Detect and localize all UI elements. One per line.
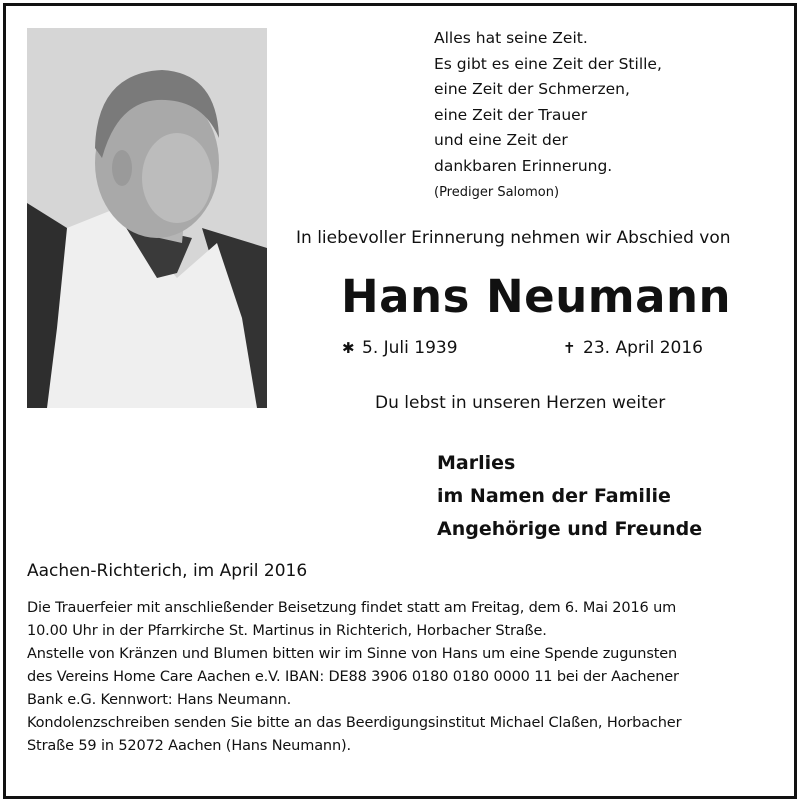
poem-line: eine Zeit der Schmerzen, [434, 80, 630, 98]
birth-date [342, 338, 458, 358]
death-date [563, 338, 703, 358]
portrait-photo [27, 28, 267, 408]
poem-block [434, 26, 662, 203]
poem-source: (Prediger Salomon) [434, 185, 560, 200]
family-signature [437, 447, 702, 546]
details-line: Straße 59 in 52072 Aachen (Hans Neumann). [27, 738, 351, 754]
poem-line: und eine Zeit der [434, 131, 568, 149]
details-line: des Vereins Home Care Aachen e.V. IBAN: DE88 3906 0180 0180 0000 11 bei der Aachener [27, 669, 679, 685]
family-line: im Namen der Familie [437, 485, 671, 507]
memorial-line: Du lebst in unseren Herzen weiter [375, 393, 666, 413]
details-line: Bank e.G. Kennwort: Hans Neumann. [27, 692, 292, 708]
details-line: Anstelle von Kränzen und Blumen bitten wir im Sinne von Hans um eine Spende zugunsten [27, 646, 678, 662]
star-icon: ✱ [342, 339, 355, 357]
details-line: Kondolenzschreiben senden Sie bitte an das Beerdigungsinstitut Michael Claßen, Horbacher [27, 715, 682, 731]
cross-icon: ✝ [563, 339, 576, 357]
death-date-text: 23. April 2016 [583, 338, 703, 358]
poem-line: dankbaren Erinnerung. [434, 156, 613, 175]
poem-line: Alles hat seine Zeit. [434, 29, 588, 47]
details-line: Die Trauerfeier mit anschließender Beisetzung findet statt am Freitag, dem 6. Mai 2016 um [27, 600, 677, 616]
deceased-name: Hans Neumann [341, 270, 732, 323]
ceremony-details [27, 597, 772, 758]
poem-line: Es gibt es eine Zeit der Stille, [434, 54, 662, 73]
details-line: 10.00 Uhr in der Pfarrkirche St. Martinus in Richterich, Horbacher Straße. [27, 623, 547, 639]
family-line: Angehörige und Freunde [437, 518, 703, 540]
place-date: Aachen-Richterich, im April 2016 [27, 561, 308, 581]
birth-date-text: 5. Juli 1939 [362, 338, 458, 358]
intro-text: In liebevoller Erinnerung nehmen wir Abschied von [296, 228, 731, 248]
poem-line: eine Zeit der Trauer [434, 105, 588, 124]
family-line: Marlies [437, 452, 516, 474]
